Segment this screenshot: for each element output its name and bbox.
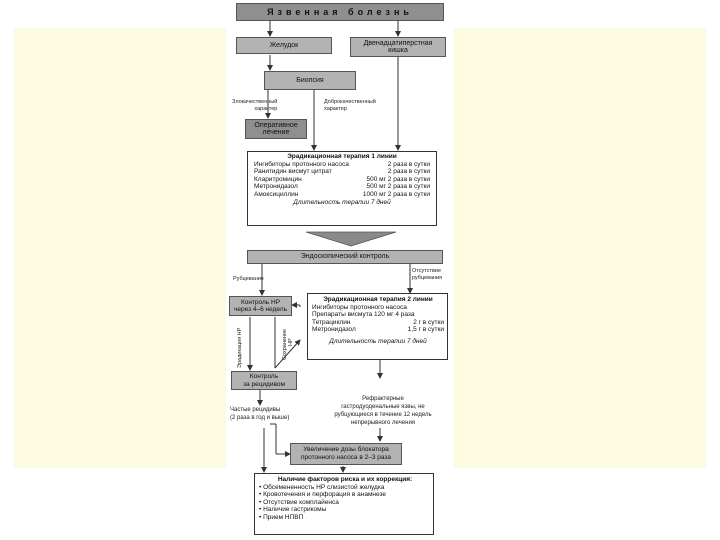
drug-dose: 1000 мг 2 раза в сутки — [362, 190, 430, 198]
risk-factor-item: • Обсемененность НР слизистой желудка — [259, 483, 385, 491]
therapy-1-row — [254, 168, 430, 176]
risk-factors-list — [259, 476, 431, 522]
therapy-1-row — [254, 161, 430, 169]
risk-factor-item: • Кровотечения и перфорация в анамнезе — [259, 491, 386, 499]
therapy-2-row — [312, 326, 444, 334]
benign-line-2: характер — [324, 105, 347, 112]
therapy-2-row — [312, 304, 444, 312]
relapse-control-label-2: за рецидивом — [243, 380, 285, 388]
stomach-label: Желудок — [269, 41, 299, 49]
relapse-control-box — [231, 371, 297, 390]
rare-relapses-line-1: Частые рецидивы — [230, 407, 281, 413]
drug-dose: 500 мг 2 раза в сутки — [366, 183, 430, 191]
drug-name: Метронидазол — [254, 183, 298, 191]
therapy-2-row — [312, 319, 444, 327]
surgery-label-1: Оперативное — [254, 121, 298, 129]
refractory-line-2: гастродуоденальные язвы, не — [341, 404, 425, 410]
risk-factor-item: • Отсутствие комплайенса — [259, 498, 339, 506]
no-scarring-label — [412, 268, 442, 281]
therapy-1-duration: Длительность терапии 7 дней — [293, 198, 391, 206]
drug-dose: 2 г в сутки — [413, 318, 444, 326]
eradication-hp-label: Эрадикация НР — [237, 327, 243, 368]
surgery-label-2: лечение — [262, 129, 290, 136]
drug-name: Кларитромицин — [254, 175, 302, 183]
duodenum-label-1: Двенадцатиперстная — [363, 39, 433, 47]
rare-relapses-label — [230, 406, 289, 422]
malignant-line-2: характер — [254, 105, 278, 112]
drug-name: Ингибиторы протонного насоса — [312, 303, 407, 311]
therapy-2-table — [312, 296, 444, 346]
endoscopic-control-box — [247, 250, 443, 264]
hp-control-label-2: через 4–6 недель — [234, 306, 287, 313]
therapy-1-table — [254, 153, 430, 206]
dose-increase-label-2: протонного насоса в 2–3 раза — [300, 454, 392, 461]
relapse-control-label-1: Контроль — [249, 373, 279, 380]
biopsy-box — [264, 71, 356, 90]
no-scarring-line-1: Отсутствие — [412, 268, 442, 274]
drug-name: Метронидазол — [312, 326, 356, 334]
drug-name: Ранитидин висмут цитрат — [254, 168, 332, 176]
risk-factor-item: • Наличие гастрикомы — [259, 506, 327, 514]
drug-name: Ингибиторы протонного насоса — [254, 160, 349, 168]
dose-increase-label-1: Увеличение дозы блокатора — [303, 446, 389, 453]
therapy-1-row — [254, 191, 430, 199]
hp-control-box — [229, 296, 292, 316]
title-text: Язвенная болезнь — [267, 7, 413, 17]
surgery-box — [245, 119, 307, 139]
drug-dose: 2 раза в сутки — [387, 160, 430, 168]
therapy-2-title: Эрадикационная терапия 2 линии — [323, 296, 433, 303]
drug-name: Тетрациклин — [312, 318, 351, 326]
therapy-2-row — [312, 311, 444, 319]
duodenum-box — [350, 37, 446, 57]
therapy-1-title: Эрадикационная терапия 1 линии — [287, 153, 397, 160]
transition-arrow — [306, 232, 396, 246]
drug-dose: 500 мг 2 раза в сутки — [366, 175, 430, 183]
risk-factor-item: • Прием НПВП — [259, 513, 304, 521]
drug-dose: 2 раза в сутки — [387, 168, 430, 176]
malignant-label — [232, 99, 277, 112]
therapy-1-row — [254, 183, 430, 191]
title-box — [236, 3, 444, 21]
duodenum-label-2: кишка — [388, 47, 408, 54]
refractory-line-3: рубцующиеся в течение 12 недель — [334, 412, 432, 418]
drug-dose: 1,5 г в сутки — [407, 326, 444, 334]
refractory-line-1: Рефрактерные — [362, 396, 404, 402]
rare-relapses-line-2: (2 раза в год и выше) — [230, 415, 290, 421]
refractory-label — [318, 395, 448, 427]
therapy-1-row — [254, 176, 430, 184]
drug-name: Амоксициллин — [254, 190, 299, 198]
refractory-line-4: непрерывного лечения — [350, 420, 416, 426]
therapy-2-duration: Длительность терапии 7 дней — [329, 337, 427, 345]
drug-name: Препараты висмута 120 мг 4 раза — [312, 311, 415, 319]
stomach-box — [236, 37, 332, 54]
malignant-line-1: Злокачественный — [232, 99, 278, 105]
benign-label — [324, 99, 376, 112]
preserved-hp-label — [282, 329, 294, 360]
dose-increase-box — [290, 443, 402, 465]
preserved-hp-line-1: Сохранение — [282, 328, 288, 360]
biopsy-label: Биопсия — [296, 76, 324, 84]
hp-control-label-1: Контроль НР — [240, 298, 281, 306]
risk-factors-title: Наличие факторов риска и их коррекция: — [277, 476, 413, 483]
endoscopic-control-label: Эндоскопический контроль — [300, 253, 390, 260]
scarring-label: Рубцевание — [233, 276, 264, 282]
no-scarring-line-2: рубцевания — [412, 274, 443, 281]
preserved-hp-line-2: НР — [288, 338, 294, 346]
benign-line-1: Доброкачественный — [324, 99, 376, 105]
